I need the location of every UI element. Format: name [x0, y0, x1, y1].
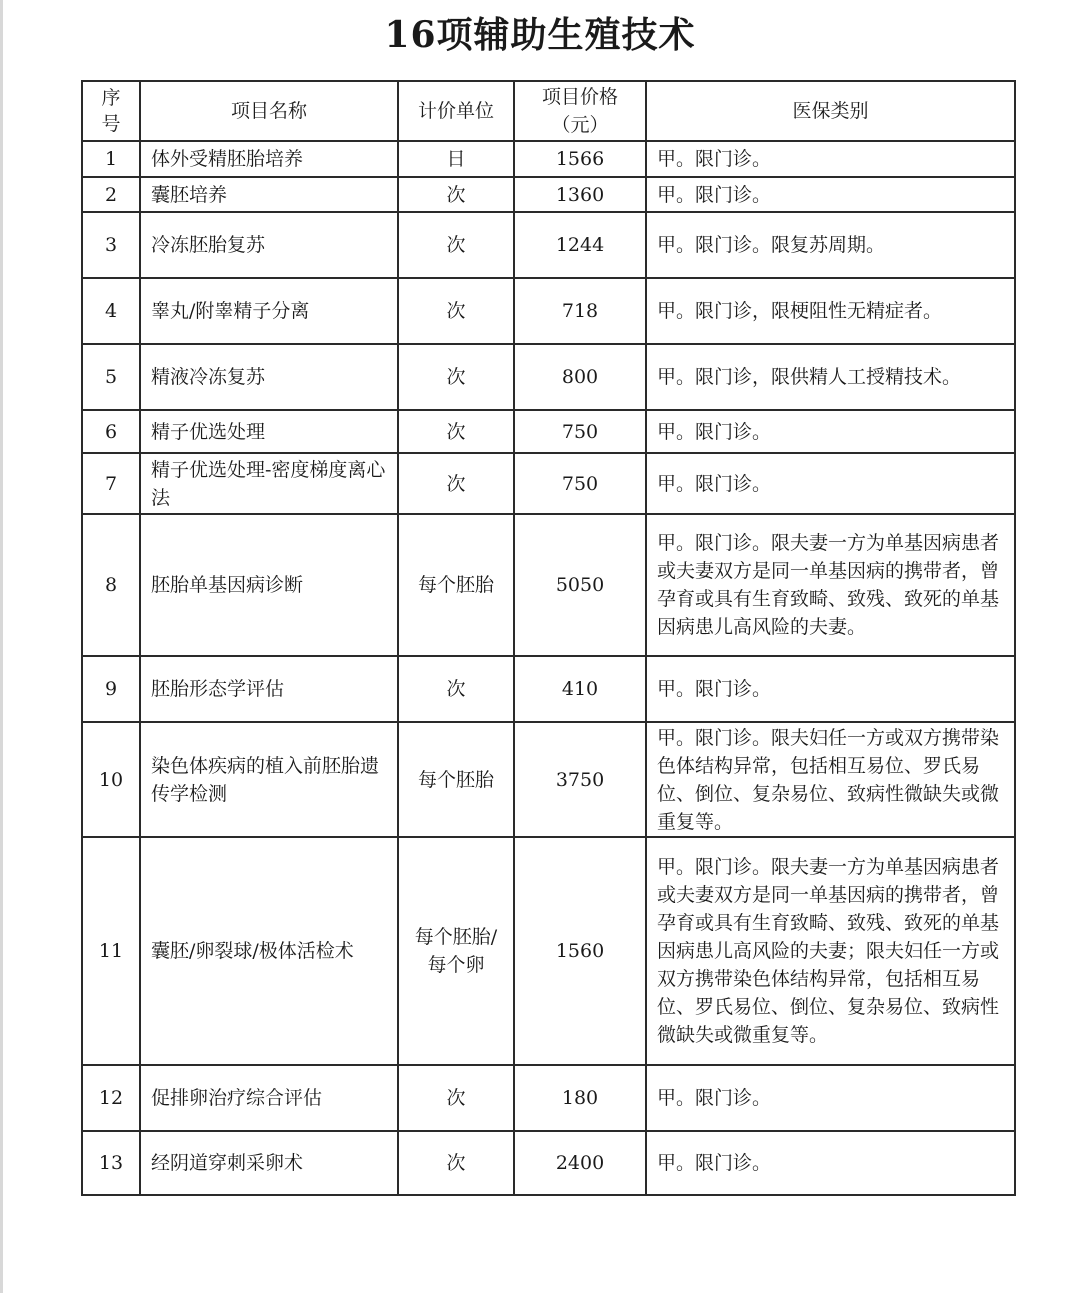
price-table	[81, 80, 1016, 1196]
cell-unit: 次	[398, 453, 514, 514]
cell-price: 5050	[514, 514, 646, 656]
cell-price: 1360	[514, 177, 646, 212]
table-header-row	[82, 81, 1015, 141]
cell-insurance: 甲。限门诊，限供精人工授精技术。	[646, 344, 1015, 410]
cell-insurance: 甲。限门诊。	[646, 453, 1015, 514]
cell-no: 5	[82, 344, 140, 410]
table-row	[82, 453, 1015, 514]
cell-insurance: 甲。限门诊。	[646, 1131, 1015, 1195]
cell-name: 胚胎单基因病诊断	[140, 514, 398, 656]
table-row	[82, 344, 1015, 410]
cell-insurance: 甲。限门诊。限夫妻一方为单基因病患者或夫妻双方是同一单基因病的携带者，曾孕育或具有生育致畸、致残、致死的单基因病患儿高风险的夫妻。	[646, 514, 1015, 656]
cell-unit: 每个胚胎	[398, 722, 514, 837]
cell-name: 体外受精胚胎培养	[140, 141, 398, 177]
header-no: 序号	[82, 81, 140, 141]
cell-unit: 次	[398, 212, 514, 278]
cell-no: 11	[82, 837, 140, 1065]
cell-unit: 每个胚胎/每个卵	[398, 837, 514, 1065]
cell-name: 胚胎形态学评估	[140, 656, 398, 722]
cell-price: 2400	[514, 1131, 646, 1195]
cell-price: 800	[514, 344, 646, 410]
cell-insurance: 甲。限门诊。	[646, 141, 1015, 177]
cell-price: 180	[514, 1065, 646, 1131]
header-insurance: 医保类别	[646, 81, 1015, 141]
page-title: 16项辅助生殖技术	[384, 14, 696, 56]
cell-unit: 次	[398, 1131, 514, 1195]
table-row	[82, 410, 1015, 453]
cell-unit: 次	[398, 656, 514, 722]
cell-name: 囊胚培养	[140, 177, 398, 212]
cell-insurance: 甲。限门诊。	[646, 1065, 1015, 1131]
table-row	[82, 212, 1015, 278]
table-row	[82, 1065, 1015, 1131]
cell-price: 750	[514, 410, 646, 453]
cell-insurance: 甲。限门诊。	[646, 177, 1015, 212]
cell-price: 1560	[514, 837, 646, 1065]
cell-unit: 每个胚胎	[398, 514, 514, 656]
cell-insurance: 甲。限门诊。限夫妻一方为单基因病患者或夫妻双方是同一单基因病的携带者，曾孕育或具有生育致畸、致残、致死的单基因病患儿高风险的夫妻；限夫妇任一方或双方携带染色体结构异常，包括相互易位、罗氏易位、倒位、复杂易位、致病性微缺失或微重复等。	[646, 837, 1015, 1065]
cell-unit: 次	[398, 278, 514, 344]
cell-price: 1566	[514, 141, 646, 177]
table-row	[82, 278, 1015, 344]
cell-name: 经阴道穿刺采卵术	[140, 1131, 398, 1195]
cell-insurance: 甲。限门诊。限复苏周期。	[646, 212, 1015, 278]
cell-no: 10	[82, 722, 140, 837]
cell-no: 8	[82, 514, 140, 656]
cell-name: 精子优选处理	[140, 410, 398, 453]
table-row	[82, 177, 1015, 212]
cell-no: 7	[82, 453, 140, 514]
cell-no: 13	[82, 1131, 140, 1195]
cell-no: 9	[82, 656, 140, 722]
header-unit: 计价单位	[398, 81, 514, 141]
cell-unit: 次	[398, 344, 514, 410]
cell-unit: 次	[398, 410, 514, 453]
cell-name: 冷冻胚胎复苏	[140, 212, 398, 278]
cell-no: 2	[82, 177, 140, 212]
cell-price: 410	[514, 656, 646, 722]
cell-no: 3	[82, 212, 140, 278]
cell-no: 1	[82, 141, 140, 177]
cell-price: 3750	[514, 722, 646, 837]
table-row	[82, 837, 1015, 1065]
cell-name: 精液冷冻复苏	[140, 344, 398, 410]
cell-no: 4	[82, 278, 140, 344]
table-row	[82, 1131, 1015, 1195]
header-name: 项目名称	[140, 81, 398, 141]
table-row	[82, 514, 1015, 656]
cell-price: 750	[514, 453, 646, 514]
cell-insurance: 甲。限门诊。	[646, 410, 1015, 453]
page-edge	[0, 0, 3, 1293]
cell-price: 1244	[514, 212, 646, 278]
cell-insurance: 甲。限门诊，限梗阻性无精症者。	[646, 278, 1015, 344]
cell-no: 12	[82, 1065, 140, 1131]
cell-insurance: 甲。限门诊。	[646, 656, 1015, 722]
cell-insurance: 甲。限门诊。限夫妇任一方或双方携带染色体结构异常，包括相互易位、罗氏易位、倒位、复杂易位、致病性微缺失或微重复等。	[646, 722, 1015, 837]
table-row	[82, 722, 1015, 837]
cell-name: 染色体疾病的植入前胚胎遗传学检测	[140, 722, 398, 837]
cell-name: 精子优选处理-密度梯度离心法	[140, 453, 398, 514]
cell-name: 促排卵治疗综合评估	[140, 1065, 398, 1131]
cell-unit: 次	[398, 1065, 514, 1131]
cell-name: 囊胚/卵裂球/极体活检术	[140, 837, 398, 1065]
cell-name: 睾丸/附睾精子分离	[140, 278, 398, 344]
cell-unit: 日	[398, 141, 514, 177]
cell-unit: 次	[398, 177, 514, 212]
cell-no: 6	[82, 410, 140, 453]
header-price: 项目价格（元）	[514, 81, 646, 141]
table-row	[82, 141, 1015, 177]
cell-price: 718	[514, 278, 646, 344]
table-row	[82, 656, 1015, 722]
